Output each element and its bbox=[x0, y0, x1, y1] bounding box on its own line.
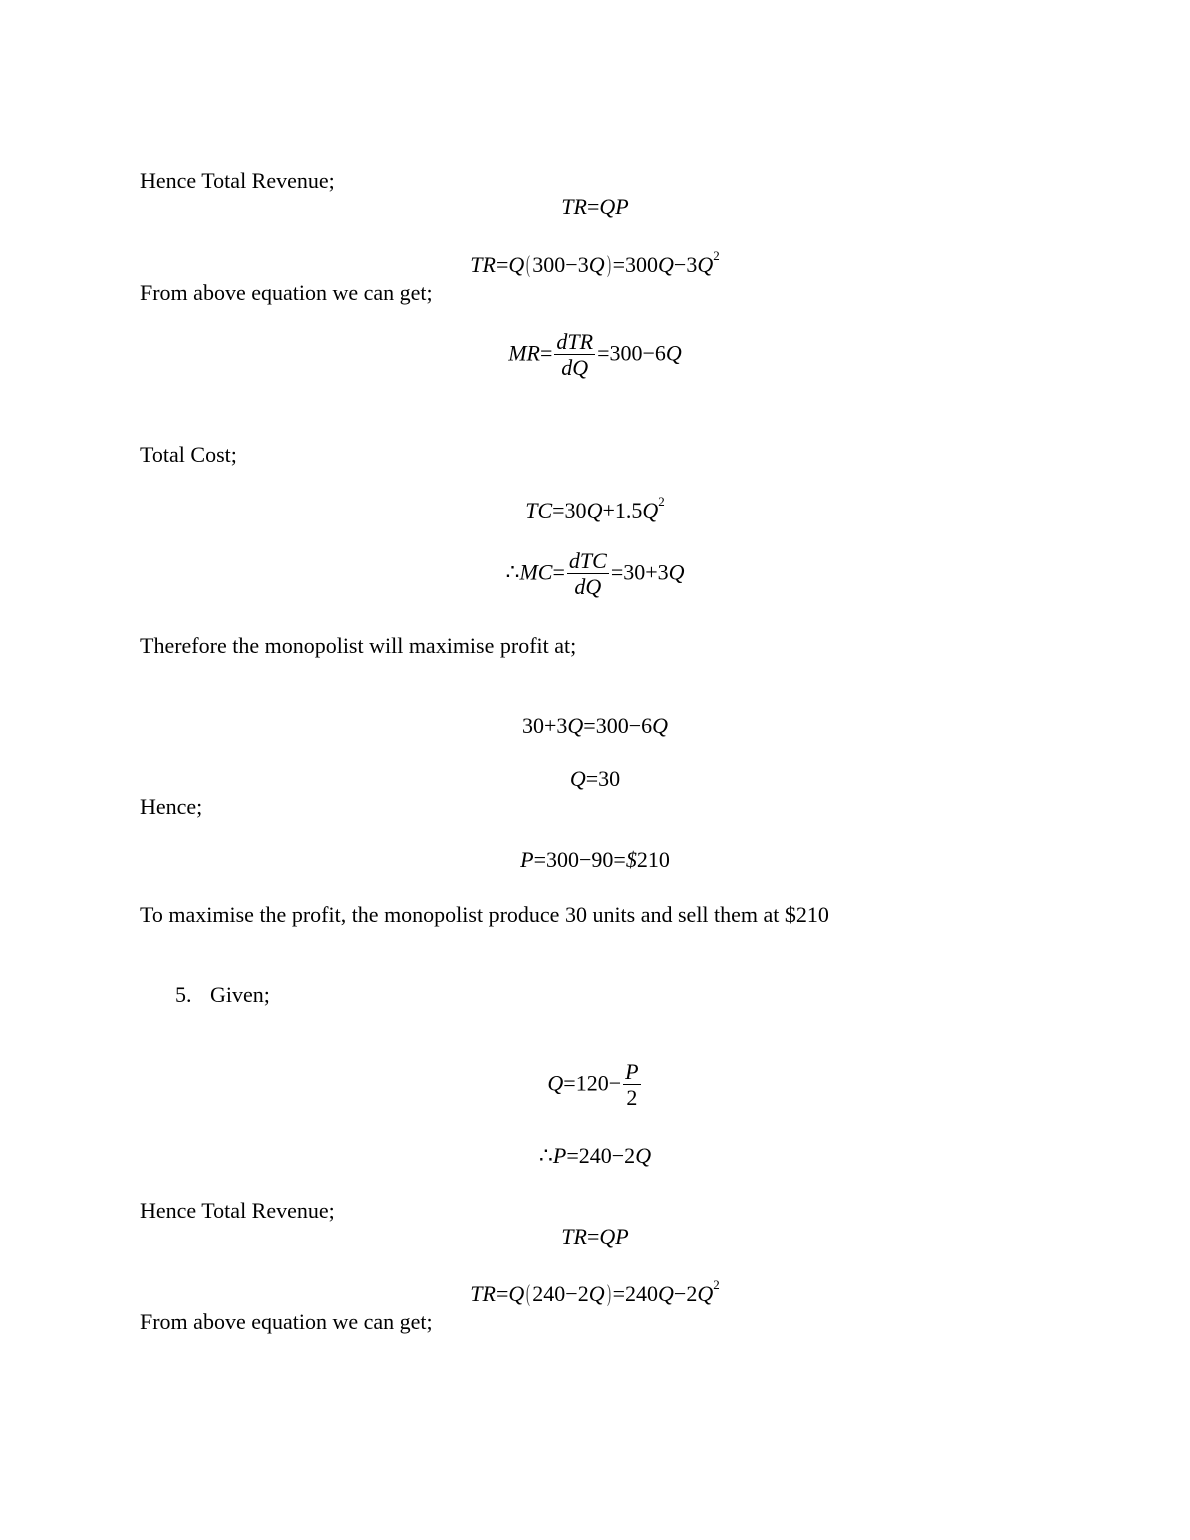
equation-total-cost: $TC=30Q+1.5Q^2$ bbox=[525, 494, 665, 523]
equation-q-solution: Q=30 bbox=[569, 766, 621, 791]
therefore-text: Therefore the monopolist will maximise profit at; bbox=[140, 633, 577, 658]
hence-total-revenue-text-1: Hence Total Revenue; bbox=[140, 168, 335, 193]
hence-text: Hence; bbox=[140, 794, 203, 819]
equation-tr-definition-1: TR=QP bbox=[561, 194, 629, 219]
from-above-text-2: From above equation we can get; bbox=[140, 1309, 433, 1334]
equation-demand: Q=120− $\frac{P}{2}$ bbox=[547, 1059, 639, 1110]
equation-marginal-cost: ∴MC= $\frac{\text{dTC}}{dQ}$ =30+3Q bbox=[505, 548, 685, 599]
equation-tr-expansion-2: $TR=Q(240-2Q)=240Q-2Q^2$ bbox=[470, 1277, 720, 1307]
equation-price: P=300−90=$210 bbox=[520, 847, 670, 872]
equation-inverse-demand: ∴P=240−2Q bbox=[538, 1143, 652, 1168]
equation-mc-equals-mr: 30+3Q=300−6Q bbox=[521, 713, 669, 738]
from-above-text-1: From above equation we can get; bbox=[140, 280, 433, 305]
equation-marginal-revenue: MR= $\frac{\text{dTR}}{dQ}$ =300−6Q bbox=[508, 329, 682, 380]
list-item-text: Given; bbox=[210, 982, 270, 1007]
equation-tr-definition-2: TR=QP bbox=[561, 1224, 629, 1249]
equation-tr-expansion-1: $TR=Q(300-3Q)=300Q-3Q^2$ bbox=[470, 248, 720, 278]
total-cost-text: Total Cost; bbox=[140, 442, 237, 467]
conclusion-text: To maximise the profit, the monopolist produce 30 units and sell them at $210 bbox=[140, 902, 829, 927]
hence-total-revenue-text-2: Hence Total Revenue; bbox=[140, 1198, 335, 1223]
list-item-number: 5. bbox=[175, 982, 192, 1007]
